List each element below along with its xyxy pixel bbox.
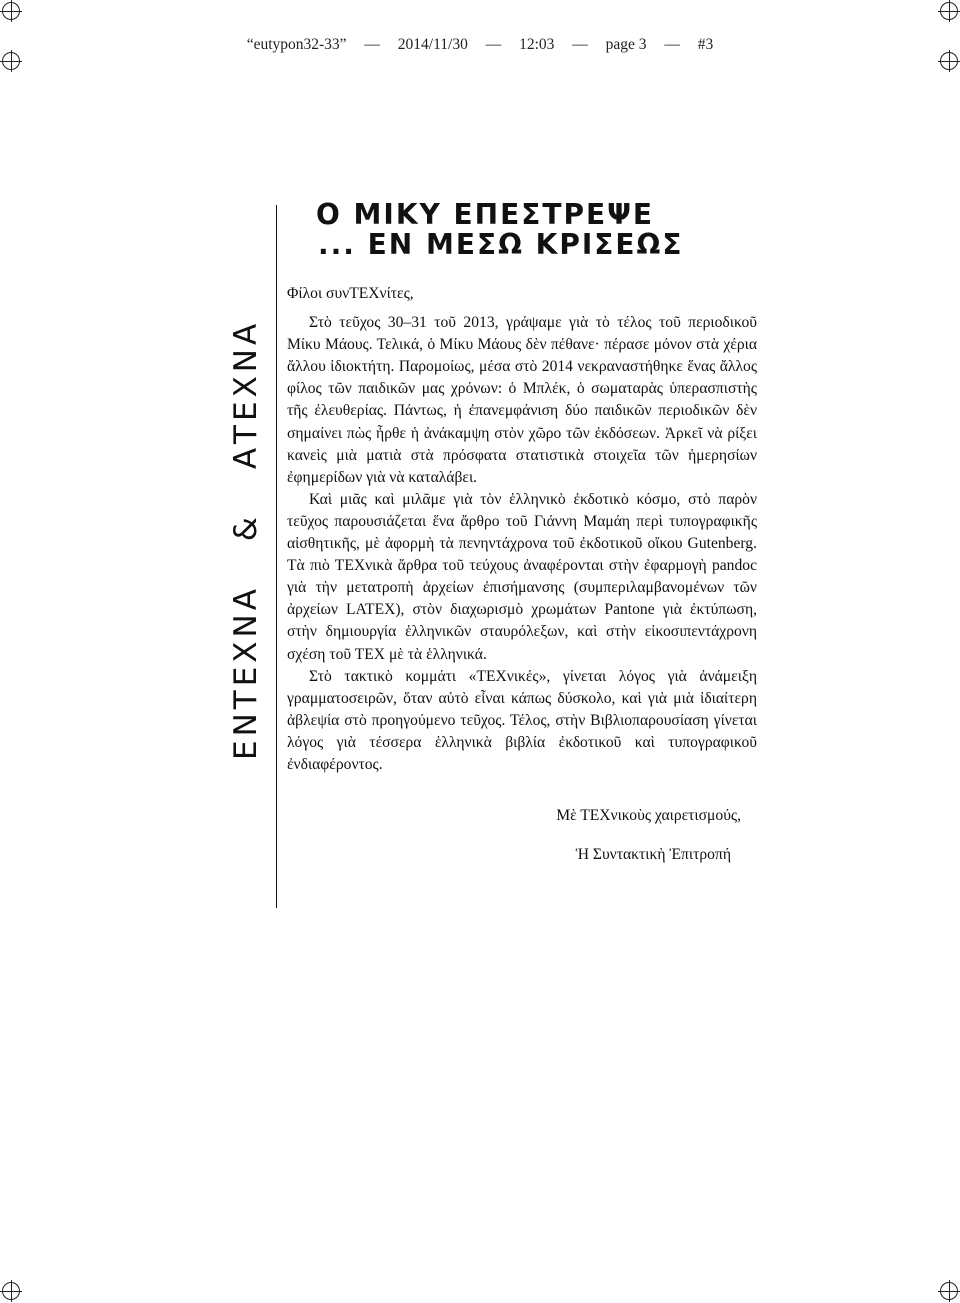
header-number: #3: [697, 36, 714, 53]
salutation: Φίλοι συνΤΕΧνίτες,: [287, 285, 414, 302]
header-separator: —: [485, 36, 502, 53]
header-time: 12:03: [519, 36, 555, 53]
paragraph: Στὸ τεῦχος 30–31 τοῦ 2013, γράψαμε γιὰ τὸ τέλος τοῦ περιοδικοῦ Μίκυ Μάους. Τελικά, ὁ Μίκυ Μάους δὲν πέθανε· πέρασε μόνον στὰ χέρια ἄλλου ἰδιοκτήτη. Παρομοίως, μέσα στὸ 2014 νεκραναστήθηκε ἕνας ἄλλος φίλος τῶν παιδικῶν μας χρόνων: ὁ Μπλέκ, ὁ σωματαρὰς ὑπερασπιστὴς τῆς ἐλευθερίας. Πάντως, ἡ ἐπανεμφάνιση δύο παιδικῶν περιοδικῶν δὲν σημαίνει πὼς ἦρθε ἡ ἀνάκαμψη στὸν χῶρο τῶν ἐκδόσεων. Ἀρκεῖ νὰ ρίξει κανεὶς μιὰ ματιὰ στὰ πρόσφατα στατιστικὰ στοιχεῖα τῶν ἡμερησίων ἐφημερίδων γιὰ νὰ καταλάβει.: [287, 314, 757, 486]
crop-line: [11, 0, 12, 22]
article-title: [316, 200, 736, 260]
header-page: page 3: [605, 36, 647, 53]
crop-line: [11, 1280, 12, 1302]
page-header: [0, 36, 960, 54]
crop-line: [949, 0, 950, 22]
header-separator: —: [572, 36, 588, 53]
article-title-line1: Ο ΜΙΚΥ ΕΠΕΣΤΡΕΨΕ: [316, 198, 655, 231]
section-title-right: ΑΤΕΧΝΑ: [228, 319, 264, 470]
header-date: 2014/11/30: [397, 36, 468, 53]
header-separator: —: [664, 36, 680, 53]
header-filename: “eutypon32-33”: [246, 36, 347, 53]
section-title-ampersand: &: [228, 513, 264, 542]
paragraph: Στὸ τακτικὸ κομμάτι «ΤΕΧνικές», γίνεται λόγος γιὰ ἀνάμειξη γραμματοσειρῶν, ὅταν αὐτὸ εἶναι κάπως δύσκολο, καὶ γιὰ μιὰ ἰδιαίτερη ἀβλεψία στὸ προηγούμενο τεῦχος. Τέλος, στὴν Βιβλιοπαρουσίαση γίνεται λόγος γιὰ τέσσερα ἑλληνικὰ βιβλία ἐκδοτικοῦ καὶ τυπογραφικοῦ ἐνδιαφέροντος.: [287, 667, 757, 773]
editorial-letter: [287, 283, 757, 866]
article-title-line2: ... ΕΝ ΜΕΣΩ ΚΡΙΣΕΩΣ: [318, 228, 684, 261]
paragraph: Καὶ μιᾶς καὶ μιλᾶμε γιὰ τὸν ἑλληνικὸ ἐκδοτικὸ κόσμο, στὸ παρὸν τεῦχος παρουσιάζεται ἕνα ἄρθρο τοῦ Γιάννη Μαμάη περὶ τυπογραφικῆς αἰσθητικῆς, μὲ ἀφορμὴ τὰ πενηντάχρονα τοῦ ἐκδοτικοῦ οἴκου Gutenberg. Τὰ πιὸ ΤΕΧνικὰ ἄρθρα τοῦ τεύχους ἀναφέρονται στὴν ἐφαρμογὴ pandoc γιὰ τὴν μετατροπὴ ἀρχείων ἐπισήμανσης (συμπεριλαμβανομένων τῶν ἀρχείων LATEX), στὸν διαχωρισμὸ χρωμάτων Pantone γιὰ ἐκτύπωση, στὴν δημιουργία ἑλληνικῶν σταυρόλεξων, καὶ στὴν εἰκοσιπεντάχρονη σχέση τοῦ ΤΕΧ μὲ τὰ ἑλληνικά.: [287, 490, 757, 663]
section-title-left: ΕΝΤΕΧΝΑ: [228, 585, 264, 760]
signature: Ἡ Συντακτικὴ Ἐπιτροπή: [575, 846, 731, 864]
header-separator: —: [364, 36, 380, 53]
vertical-rule: [276, 205, 277, 908]
section-title-vertical: [226, 319, 266, 760]
closing: Μὲ ΤΕΧνικοὺς χαιρετισμούς,: [556, 807, 741, 825]
crop-line: [949, 1280, 950, 1302]
